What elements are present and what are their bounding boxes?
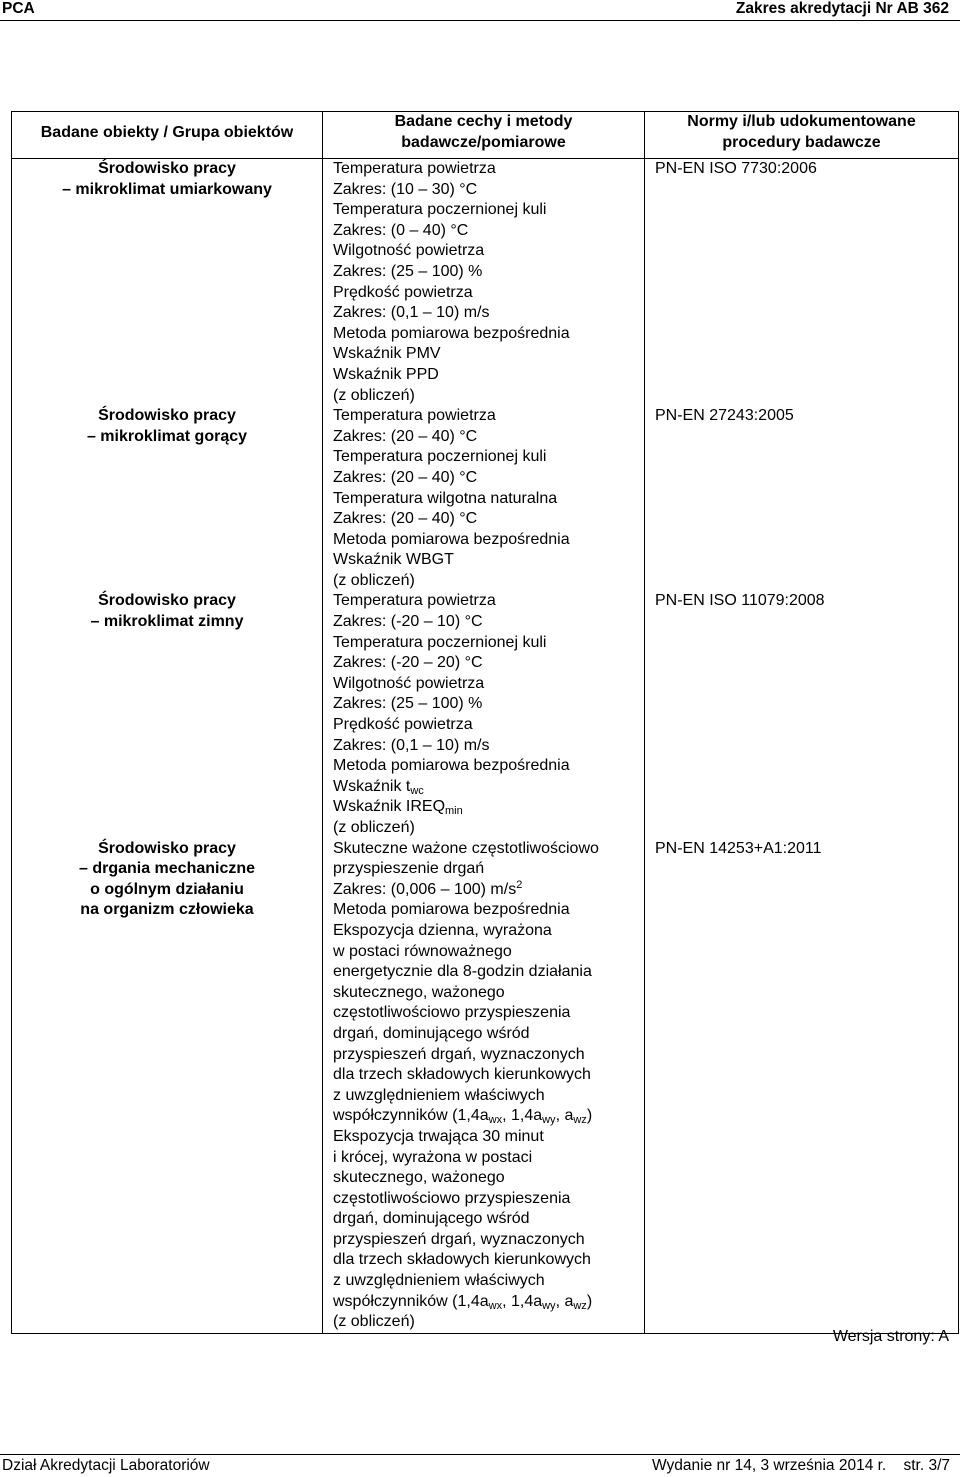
methods-cell: Temperatura powietrza Zakres: (-20 – 10) °C Temperatura poczernionej kuli Zakres: (-20 – 20) °C Wilgotność powietrza Zakres: (25 – 100) % Prędkość powietrza Zakres: (0,1 – 10) m/s Metoda pomiarowa bezpośrednia Wskaźnik $t_{wc}$ Wskaźnik $IREQ_{min}$ (z obliczeń) xyxy=(323,591,645,838)
page-version: Wersja strony: A xyxy=(832,1328,949,1345)
twc-index: Wskaźnik $t_{wc}$ xyxy=(333,777,424,797)
column-header-methods: Badane cechy i metody badawcze/pomiarowe xyxy=(323,112,645,159)
methods-cell: Skuteczne ważone częstotliwościowo przyspieszenie drgań Zakres: (0,006 – 100) $m/s^2$ Metoda pomiarowa bezpośrednia Ekspozycja dzienna, wyrażona w postaci równoważnego energetycznie dla 8-godzin działania skutecznego, ważonego częstotliwościowo przyspieszenia drgań, dominującego wśród przyspieszeń drgań, wyznaczonych dla trzech składowych kierunkowych z uwzględnieniem właściwych współczynników ($1,4a_{wx}$, $1,4a_{wy}$, $a_{wz}$) Ekspozycja trwająca 30 minut i krócej, wyrażona w postaci skutecznego, ważonego częstotliwościowo przyspieszenia drgań, dominującego wśród przyspieszeń drgań, wyznaczonych dla trzech składowych kierunkowych z uwzględnieniem właściwych współczynników ($1,4a_{wx}$, $1,4a_{wy}$, $a_{wz}$) (z obliczeń) xyxy=(323,839,645,1334)
header-left: PCA xyxy=(2,0,35,17)
footer-right: Wydanie nr 14, 3 września 2014 r. str. 3/7 xyxy=(652,1457,950,1474)
column-header-objects: Badane obiekty / Grupa obiektów xyxy=(12,112,323,159)
table-row xyxy=(12,159,959,407)
footer-left: Dział Akredytacji Laboratoriów xyxy=(2,1457,210,1474)
accreditation-table xyxy=(11,111,959,1334)
methods-cell: Temperatura powietrza Zakres: (20 – 40) °C Temperatura poczernionej kuli Zakres: (20 – 40) °C Temperatura wilgotna naturalna Zakres: (20 – 40) °C Metoda pomiarowa bezpośrednia Wskaźnik WBGT (z obliczeń) xyxy=(323,406,645,591)
norm-cell: PN-EN 27243:2005 xyxy=(645,406,959,591)
object-cell: Środowisko pracy – drgania mechaniczne o ogólnym działaniu na organizm człowieka xyxy=(12,839,323,1334)
table-row xyxy=(12,591,959,838)
vibration-range: Zakres: (0,006 – 100) $m/s^2$ xyxy=(333,878,523,898)
ireq-index: Wskaźnik $IREQ_{min}$ xyxy=(333,798,463,818)
coefficients-line: współczynników ($1,4a_{wx}$, $1,4a_{wy}$, $a_{wz}$) xyxy=(333,1107,593,1127)
norm-cell: PN-EN ISO 7730:2006 xyxy=(645,159,959,407)
column-header-norms: Normy i/lub udokumentowane procedury badawcze xyxy=(645,112,959,159)
table-row xyxy=(12,839,959,1334)
table-header-row xyxy=(12,112,959,159)
coefficients-line: współczynników ($1,4a_{wx}$, $1,4a_{wy}$, $a_{wz}$) xyxy=(333,1292,593,1312)
norm-cell: PN-EN 14253+A1:2011 xyxy=(645,839,959,1334)
methods-cell: Temperatura powietrza Zakres: (10 – 30) °C Temperatura poczernionej kuli Zakres: (0 – 40) °C Wilgotność powietrza Zakres: (25 – 100) % Prędkość powietrza Zakres: (0,1 – 10) m/s Metoda pomiarowa bezpośrednia Wskaźnik PMV Wskaźnik PPD (z obliczeń) xyxy=(323,159,645,407)
page-header xyxy=(0,0,960,21)
object-cell: Środowisko pracy – mikroklimat gorący xyxy=(12,406,323,591)
page-footer xyxy=(0,1454,960,1477)
norm-cell: PN-EN ISO 11079:2008 xyxy=(645,591,959,838)
object-cell: Środowisko pracy – mikroklimat umiarkowany xyxy=(12,159,323,407)
object-cell: Środowisko pracy – mikroklimat zimny xyxy=(12,591,323,838)
table-row xyxy=(12,406,959,591)
header-right: Zakres akredytacji Nr AB 362 xyxy=(735,0,949,17)
